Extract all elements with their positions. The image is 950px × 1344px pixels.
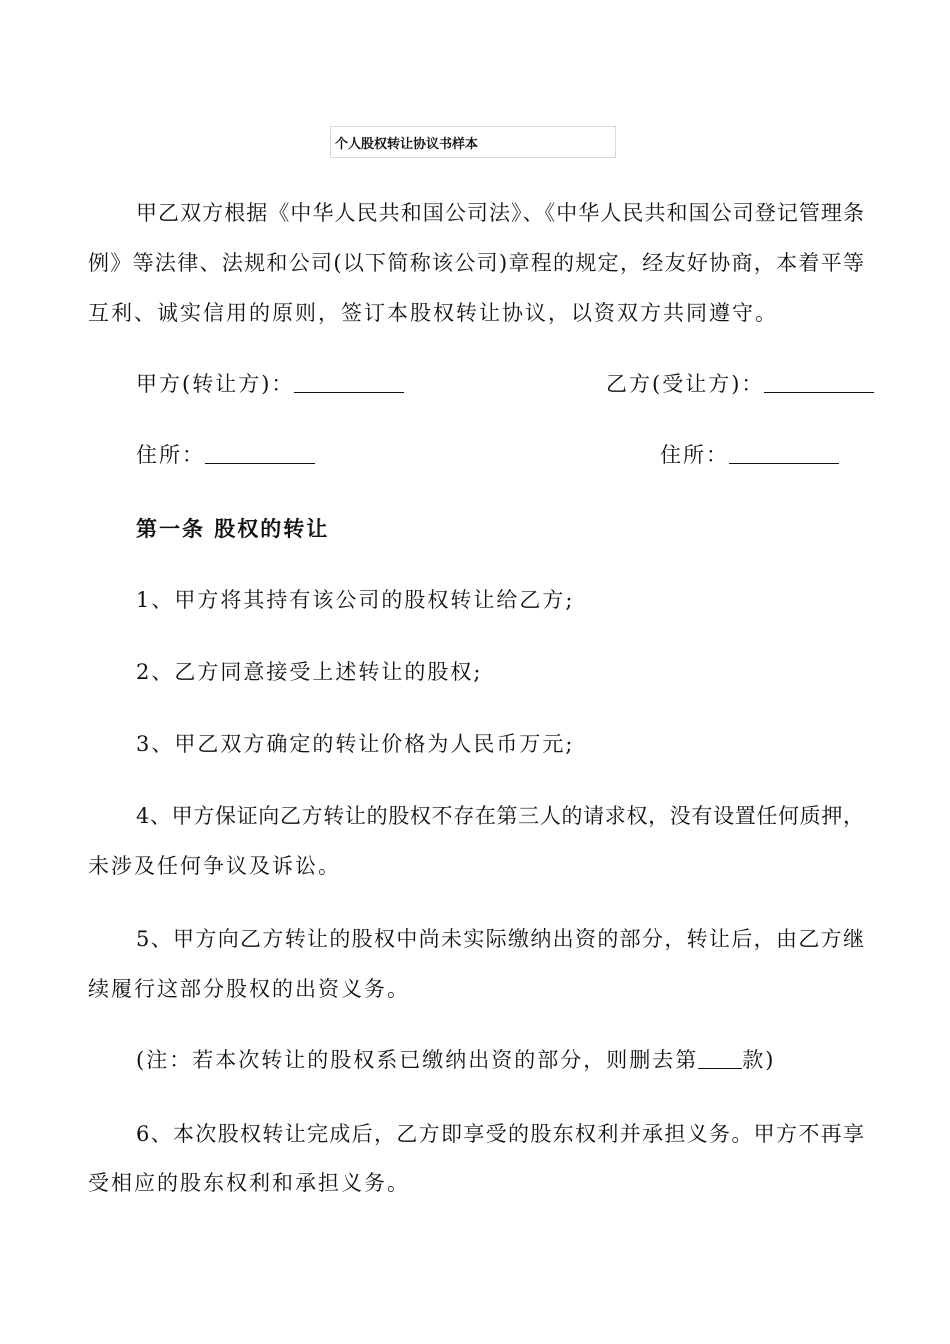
note-text-before: (注：若本次转让的股权系已缴纳出资的部分，则删去第 [136, 1048, 699, 1072]
title-box [330, 126, 616, 158]
article-1-item-6-line-1: 6、本次股权转让完成后，乙方即享受的股东权利并承担义务。甲方不再享 [136, 1122, 864, 1146]
preamble-line-1: 甲乙双方根据《中华人民共和国公司法》、《中华人民共和国公司登记管理条 [136, 201, 864, 225]
party-b-row [606, 374, 874, 395]
party-a-address-row [136, 445, 315, 466]
article-1-item-1: 1、甲方将其持有该公司的股权转让给乙方; [136, 588, 575, 612]
article-1-item-5-line-2: 续履行这部分股权的出资义务。 [88, 977, 410, 1001]
preamble-line-2: 例》等法律、法规和公司(以下简称该公司)章程的规定，经友好协商，本着平等 [88, 251, 864, 275]
party-b-blank[interactable] [764, 374, 874, 393]
article-1-note [136, 1050, 775, 1071]
party-a-blank[interactable] [294, 374, 404, 393]
article-1-item-6-line-2: 受相应的股东权利和承担义务。 [88, 1171, 410, 1195]
party-b-label: 乙方(受让方)： [606, 372, 765, 396]
party-b-address-row [660, 445, 839, 466]
document-title: 个人股权转让协议书样本 [335, 137, 479, 152]
party-b-address-label: 住所： [660, 443, 729, 467]
party-a-address-blank[interactable] [205, 445, 315, 464]
article-1-heading: 第一条 股权的转让 [136, 516, 330, 541]
note-text-after: 款) [742, 1048, 776, 1072]
party-b-address-blank[interactable] [729, 445, 839, 464]
article-1-item-5-line-1: 5、甲方向乙方转让的股权中尚未实际缴纳出资的部分，转让后，由乙方继 [136, 927, 864, 951]
note-clause-blank[interactable] [698, 1050, 742, 1069]
party-a-label: 甲方(转让方)： [136, 372, 295, 396]
party-a-row [136, 374, 404, 395]
article-1-item-4-line-2: 未涉及任何争议及诉讼。 [88, 854, 341, 878]
preamble-line-3: 互利、诚实信用的原则，签订本股权转让协议，以资双方共同遵守。 [88, 301, 778, 325]
article-1-item-4-line-1: 4、甲方保证向乙方转让的股权不存在第三人的请求权，没有设置任何质押， [136, 804, 864, 828]
article-1-item-3: 3、甲乙双方确定的转让价格为人民币万元; [136, 732, 575, 756]
party-a-address-label: 住所： [136, 443, 205, 467]
article-1-item-2: 2、乙方同意接受上述转让的股权; [136, 660, 483, 684]
